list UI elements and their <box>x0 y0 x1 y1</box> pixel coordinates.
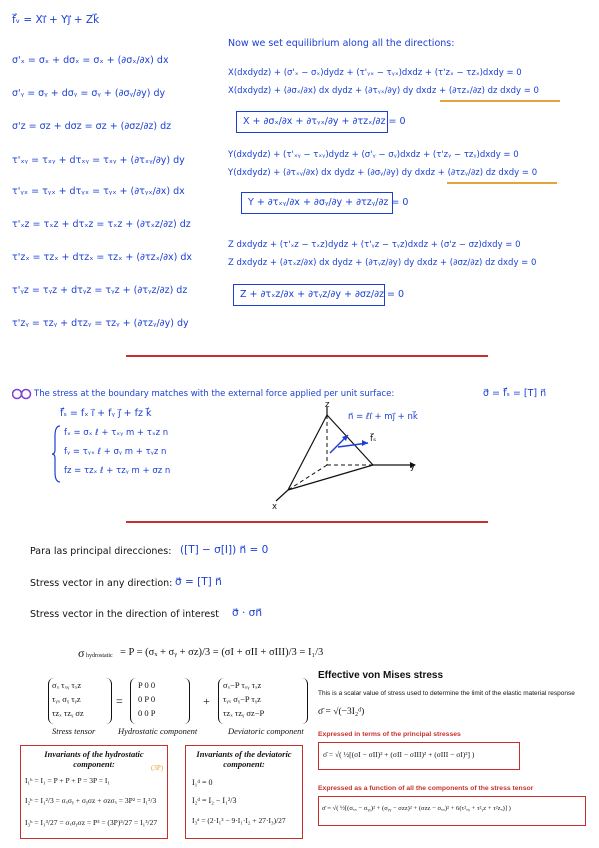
hydrostatic-row-3: 0 0 P <box>138 708 156 718</box>
system-brace <box>52 424 62 484</box>
interest-label: Stress vector in the direction of interest <box>30 609 219 620</box>
principal-mises-box <box>318 742 520 770</box>
z-eq-2: Z dxdydz + (∂τₓz/∂x) dx dydz + (∂τᵧz/∂y) dy dxdz + (∂σz/∂z) dz dxdy = 0 <box>228 258 537 268</box>
stress-vector-eq: σ⃗ = [T] n⃗ <box>175 576 222 588</box>
y-eq-1: Y(dxdydz) + (τ'ₓᵧ − τₓᵧ)dydz + (σ'ᵧ − σᵧ)dxdz + (τ'zᵧ − τzᵧ)dxdy = 0 <box>228 150 519 160</box>
deviatoric-i3: I₃ᵈ = (2·I₁³ − 9·I₁·I₂ + 27·I₃)/27 <box>192 816 286 825</box>
hydrostatic-i1: I₁ʰ = I₁ = P + P + P = 3P = I₁ <box>25 776 110 785</box>
hydrostatic-row-1: P 0 0 <box>138 680 156 690</box>
deviatoric-row-3: τzₓ τzᵧ σz−P <box>223 708 265 718</box>
fz-eq: fz = τzₓ ℓ + τzᵧ m + σz n <box>64 466 171 476</box>
z-equilibrium-box <box>233 284 405 306</box>
deviatoric-matrix <box>218 678 308 724</box>
component-subheading: Expressed as a function of all the components of the stress tensor <box>318 785 534 792</box>
glasses-icon <box>12 386 32 402</box>
hydrostatic-invariants-box <box>20 745 168 839</box>
deviatoric-i2: I₂ᵈ = I₂ − I₁²/3 <box>192 796 237 805</box>
hydrostatic-matrix <box>130 678 190 724</box>
hydrostatic-i3: I₃ʰ = I₁³/27 = σₓσᵧσz = P³ = (3P)³/27 = I₁³/27 <box>25 818 158 827</box>
principal-eq: ([T] − σ[I]) n⃗ = 0 <box>180 544 269 556</box>
von-mises-title: Effective von Mises stress <box>318 670 444 681</box>
x-equilibrium-box <box>236 111 406 133</box>
equals-sign: = <box>116 694 123 708</box>
sigma-y-eq: σ'ᵧ = σᵧ + dσᵧ = σᵧ + (∂σᵧ/∂y) dy <box>12 88 166 99</box>
section-divider-1 <box>126 355 488 357</box>
normal-vector-label: n⃗ = ℓi⃗ + mj⃗ + nk⃗ <box>348 412 418 422</box>
plus-sign: + <box>203 694 210 708</box>
y-eq-2: Y(dxdydz) + (∂τₓᵧ/∂x) dx dydz + (∂σᵧ/∂y) dy dxdz + (∂τzᵧ/∂z) dz dxdy = 0 <box>228 168 538 178</box>
axis-y-label: y <box>410 462 416 472</box>
x-highlight <box>440 100 560 102</box>
stress-tensor-row-1: σₓ τₓᵧ τₓz <box>52 680 82 690</box>
boundary-relation: σ⃗ = f⃗ₛ = [T] n⃗ <box>483 388 547 399</box>
axis-z-label: z <box>325 400 330 410</box>
hydrostatic-row-2: 0 P 0 <box>138 694 156 704</box>
x-eq-1: X(dxdydz) + (σ'ₓ − σₓ)dydz + (τ'ᵧₓ − τᵧₓ)dxdz + (τ'zₓ − τzₓ)dxdy = 0 <box>228 68 522 78</box>
hydrostatic-note: (3P) <box>151 764 164 772</box>
fy-eq: fᵧ = τᵧₓ ℓ + σᵧ m + τᵧz n <box>64 447 167 457</box>
deviatoric-i1: I₁ᵈ = 0 <box>192 778 213 787</box>
principal-subheading: Expressed in terms of the principal stresses <box>318 731 461 738</box>
z-equilibrium-result: Z + ∂τₓz/∂x + ∂τᵧz/∂y + ∂σz/∂z = 0 <box>240 289 405 300</box>
stress-tensor-caption: Stress tensor <box>52 726 96 736</box>
deviatoric-row-1: σₓ−P τₓᵧ τₓz <box>223 680 262 690</box>
tau-zx-eq: τ'zₓ = τzₓ + dτzₓ = τzₓ + (∂τzₓ/∂x) dx <box>12 252 192 263</box>
x-eq-2: X(dxdydz) + (∂σₓ/∂x) dx dydz + (∂τᵧₓ/∂y) dy dxdz + (∂τzₓ/∂z) dz dxdy = 0 <box>228 86 539 96</box>
tau-yz-eq: τ'ᵧz = τᵧz + dτᵧz = τᵧz + (∂τᵧz/∂z) dz <box>12 285 188 296</box>
hydrostatic-i2: I₂ʰ = I₁²/3 = σₓσᵧ + σᵧσz + σzσₓ = 3P² = I₁²/3 <box>25 796 157 805</box>
principal-label: Para las principal direcciones: <box>30 546 172 557</box>
axis-x-label: x <box>272 502 278 512</box>
sigma-x-eq: σ'ₓ = σₓ + dσₓ = σₓ + (∂σₓ/∂x) dx <box>12 55 169 66</box>
equilibrium-heading: Now we set equilibrium along all the directions: <box>228 38 455 49</box>
interest-eq: σ⃗ · σn⃗ <box>232 607 262 619</box>
x-equilibrium-result: X + ∂σₓ/∂x + ∂τᵧₓ/∂y + ∂τzₓ/∂z = 0 <box>243 116 406 127</box>
deviatoric-caption: Deviatoric component <box>228 726 304 736</box>
y-highlight <box>447 182 557 184</box>
body-force-eq: f⃗ᵥ = Xi⃗ + Yj⃗ + Zk⃗ <box>12 14 100 26</box>
hydrostatic-sigma: σ <box>78 646 85 660</box>
stress-tensor-row-3: τzₓ τzᵧ σz <box>52 708 84 718</box>
principal-mises-eq: σ̄ = √( ½[(σI − σII)² + (σII − σIII)² + (σIII − σI)²] ) <box>323 750 475 759</box>
von-mises-eq: σ̄ = √(−3I₂ᵈ) <box>318 707 365 717</box>
hydrostatic-subscript: hydrostatic <box>86 653 113 659</box>
von-mises-description: This is a scalar value of stress used to determine the limit of the elastic material response <box>318 690 575 697</box>
deviatoric-invariants-box <box>185 745 303 839</box>
fs-vector-label: f⃗ₛ <box>370 434 377 444</box>
deviatoric-invariants-title: Invariants of the deviatoric component: <box>196 749 292 769</box>
boundary-intro: The stress at the boundary matches with the external force applied per unit surface: <box>34 389 395 399</box>
stress-tensor-row-2: τᵧₓ σᵧ τᵧz <box>52 694 81 704</box>
stress-vector-label: Stress vector in any direction: <box>30 578 173 589</box>
component-mises-eq: σ̄ = √( ½[(σₓₓ − σᵧᵧ)² + (σᵧᵧ − σzz)² + (σzz − σₓₓ)² + 6(τ²ₓᵧ + τ²ᵧz + τ²zₓ)] ) <box>322 805 511 812</box>
tau-zy-eq: τ'zᵧ = τzᵧ + dτzᵧ = τzᵧ + (∂τzᵧ/∂y) dy <box>12 318 189 329</box>
sigma-z-eq: σ'z = σz + dσz = σz + (∂σz/∂z) dz <box>12 121 172 132</box>
deviatoric-row-2: τᵧₓ σᵧ−P τᵧz <box>223 694 261 704</box>
section-divider-2 <box>126 521 488 523</box>
component-mises-box <box>318 796 586 826</box>
fx-eq: fₓ = σₓ ℓ + τₓᵧ m + τₓz n <box>64 428 169 438</box>
y-equilibrium-result: Y + ∂τₓᵧ/∂x + ∂σᵧ/∂y + ∂τzᵧ/∂z = 0 <box>248 197 409 208</box>
tau-xy-eq: τ'ₓᵧ = τₓᵧ + dτₓᵧ = τₓᵧ + (∂τₓᵧ/∂y) dy <box>12 155 185 166</box>
tau-yx-eq: τ'ᵧₓ = τᵧₓ + dτᵧₓ = τᵧₓ + (∂τᵧₓ/∂x) dx <box>12 186 185 197</box>
hydrostatic-caption: Hydrostatic component <box>118 726 198 736</box>
hydrostatic-eq: = P = (σₓ + σᵧ + σz)/3 = (σI + σII + σIII)/3 = I₁/3 <box>120 647 324 658</box>
surface-force-eq: f⃗ₛ = fₓ i⃗ + fᵧ j⃗ + fz k⃗ <box>60 408 152 419</box>
z-eq-1: Z dxdydz + (τ'ₓz − τₓz)dydz + (τ'ᵧz − τᵧz)dxdz + (σ'z − σz)dxdy = 0 <box>228 240 521 250</box>
stress-tensor-matrix <box>48 678 112 724</box>
y-equilibrium-box <box>241 192 409 214</box>
hydrostatic-invariants-title: Invariants of the hydrostatic component: <box>44 749 144 769</box>
tau-xz-eq: τ'ₓz = τₓz + dτₓz = τₓz + (∂τₓz/∂z) dz <box>12 219 191 230</box>
